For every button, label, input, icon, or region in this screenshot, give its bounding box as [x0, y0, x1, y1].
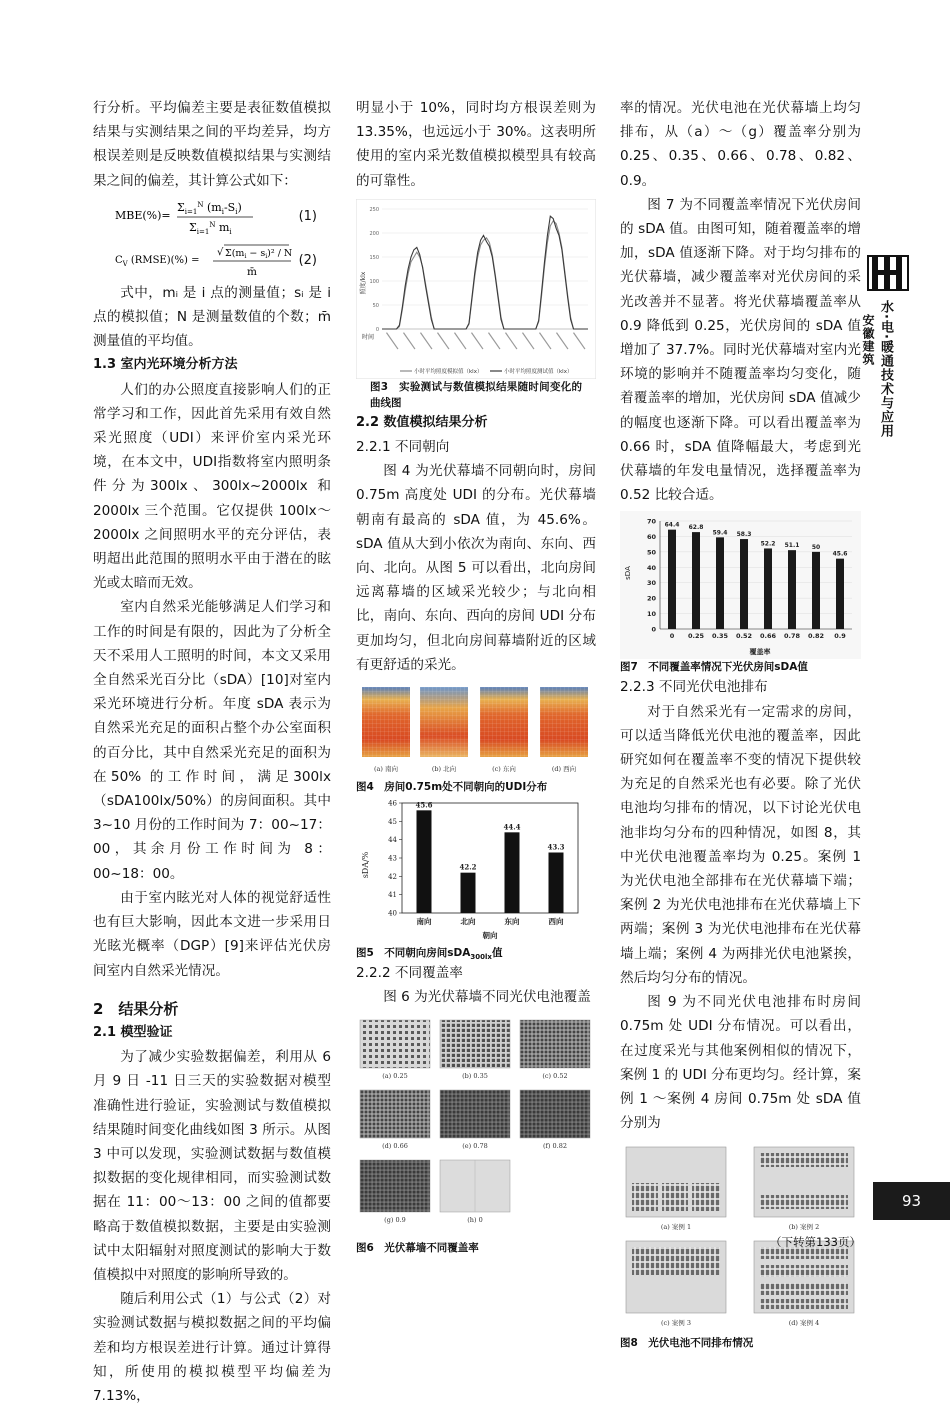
- fig3-ytick-label: 200: [369, 230, 379, 237]
- paragraph: 式中，mᵢ 是 i 点的测量值；sᵢ 是 i 点的模拟值；N 是测量数值的个数；m̄ 测量值的平均值。: [93, 284, 331, 350]
- fig6-panel-label: (h) 0: [467, 1215, 483, 1224]
- fig5-ytick-label: 41: [388, 891, 397, 900]
- formula-number: (2): [298, 252, 317, 268]
- fig5-ylabel: sDA/%: [361, 851, 370, 879]
- figure-4: [356, 683, 596, 779]
- fig6-panel-label: (a) 0.25: [382, 1071, 408, 1080]
- formula-mbe: [93, 193, 331, 237]
- fig6-panel-label: (c) 0.52: [542, 1071, 568, 1080]
- figure-caption: 图6 光伏幕墙不同覆盖率: [356, 1241, 479, 1254]
- fig7-bar-value-label: 62.8: [688, 524, 704, 532]
- fig6-coverage-panels: [356, 1018, 596, 1234]
- fig5-category-label: 南向: [416, 917, 432, 927]
- figure-3: [356, 199, 596, 379]
- figure-6: [356, 1018, 596, 1234]
- fig4-panel-label: (b) 北向: [431, 765, 457, 774]
- fig7-category-label: 0.52: [735, 632, 753, 641]
- page-number: 93: [873, 1182, 950, 1220]
- fig3-chart: [356, 199, 596, 379]
- svg-text:Σi=1N (mi-Si): $\Sigma_{i=1}^N$ $(m_i-S_i)$: [177, 200, 242, 216]
- fig7-bar: [788, 551, 796, 630]
- figure-7: [620, 511, 861, 659]
- svg-text:CV (RMSE)(%) =: $C_V$ (RMSE)(%) =: [115, 254, 200, 268]
- journal-name: 安徽建筑: [861, 314, 875, 366]
- fig7-bar: [740, 540, 748, 630]
- fig6-panel-label: (e) 0.78: [462, 1141, 488, 1150]
- fig5-ytick-label: 43: [388, 854, 397, 863]
- fig8-panel-label: (a) 案例 1: [660, 1223, 692, 1232]
- formula-mbe-graphic: [93, 193, 331, 237]
- continued-note: （下转第133页）: [770, 1235, 861, 1249]
- fig5-category-label: 西向: [548, 917, 564, 927]
- fig6-panel-label: (b) 0.35: [462, 1071, 488, 1080]
- svg-text:m̄: m̄: [247, 265, 257, 278]
- paragraph: 图 4 为光伏幕墙不同朝向时，房间 0.75m 高度处 UDI 的分布。光伏幕墙朝南有最高的 sDA 值，为 45.6%。sDA 值从大到小依次为南向、东向、西向、北向。从图 5 可以看出，北向房间远离幕墙的区域采光较少；与北向相比，南向、东向、西向的房间 UDI 分布更加均匀，但北向房间幕墙附近的区域有更舒适的采光。: [356, 463, 596, 673]
- paragraph: 行分析。平均偏差主要是表征数值模拟结果与实测结果之间的平均差异，均方根误差则是反映数值模拟结果与实测结果之间的偏差，其计算公式如下：: [93, 100, 331, 189]
- fig6-panel-label: (f) 0.82: [542, 1141, 568, 1150]
- fig7-category-label: 0.25: [687, 632, 705, 641]
- fig8-panel-label: (d) 案例 4: [788, 1319, 820, 1328]
- fig7-bar-value-label: 45.6: [832, 551, 848, 559]
- fig5-caption-tail: 值: [491, 947, 503, 960]
- column-2: [356, 96, 596, 1256]
- formula-rmse: [93, 237, 331, 281]
- paragraph: 对于自然采光有一定需求的房间，可以适当降低光伏电池的覆盖率，因此研究如何在覆盖率不变的情况下提供较为充足的自然采光也有必要。除了光伏电池均匀排布的情况，以下讨论光伏电池非均匀分布的四种情况，如图 8，其中光伏电池覆盖率均为 0.25。案例 1 为光伏电池全部排布在光伏幕墙下端；案例 2 为光伏电池排布在光伏幕墙上下两端；案例 3 为光伏电池排布在光伏幕墙上端；案例 4 为两排光伏电池紧挨，然后均匀分布的情况。: [620, 703, 861, 986]
- figure-5: [356, 795, 596, 945]
- fig4-panel-north: [420, 687, 468, 773]
- fig7-bar: [668, 530, 676, 629]
- fig8-panel-label: (b) 案例 2: [788, 1223, 820, 1232]
- fig5-bar-value-label: 45.6: [415, 800, 433, 810]
- fig5-xlabel: 朝向: [482, 931, 498, 941]
- fig3-ylabel: 照度/klx: [360, 271, 367, 295]
- fig7-bar: [812, 552, 820, 629]
- fig3-xlabel: 时间: [362, 333, 375, 341]
- subsection-heading: 2.2.3 不同光伏电池排布: [620, 679, 768, 696]
- fig8-panel-case2: [754, 1147, 854, 1231]
- fig7-category-label: 0: [669, 632, 675, 641]
- fig5-bar: [505, 832, 520, 913]
- fig7-ytick-label: 20: [646, 595, 656, 604]
- fig8-panel-case3: [626, 1241, 726, 1327]
- fig5-caption-main: 图5 不同朝向房间sDA: [356, 947, 471, 960]
- svg-text:Σ(mi − si)² / N: $\Sigma(m_i - s_i)^2 / N$: [225, 247, 293, 260]
- fig6-panel: [360, 1160, 430, 1224]
- svg-text:MBE(%)=: MBE(%)=: [115, 208, 171, 222]
- fig6-panel: [440, 1090, 510, 1150]
- fig6-panel: [360, 1090, 430, 1150]
- paragraph: 由于室内眩光对人体的视觉舒适性也有巨大影响，因此本文进一步采用日光眩光概率（DGP）[9]来评估光伏房间室内自然采光情况。: [93, 889, 331, 979]
- fig7-bar: [716, 538, 724, 630]
- fig3-ytick-label: 150: [369, 254, 379, 261]
- fig8-panel-case1: [626, 1147, 726, 1231]
- fig7-bar-value-label: 52.2: [760, 540, 776, 548]
- fig7-ytick-label: 30: [646, 579, 656, 588]
- fig4-panel-west: [540, 687, 588, 773]
- paragraph: 随后利用公式（1）与公式（2）对实验测试数据与模拟数据之间的平均偏差和均方根误差进行计算。通过计算得知，所使用的模拟模型平均偏差为 7.13%，: [93, 1291, 331, 1404]
- fig7-ytick-label: 40: [646, 564, 656, 573]
- fig5-bar-value-label: 42.2: [459, 862, 477, 872]
- figure-caption: 图7 不同覆盖率情况下光伏房间sDA值: [620, 661, 808, 674]
- fig3-legend-test: 小时平均照度测试值（klx）: [504, 368, 573, 375]
- svg-text:Σi=1N mi: $\Sigma_{i=1}^N$ $m_i$: [189, 220, 232, 236]
- fig7-bar: [692, 533, 700, 630]
- fig3-ytick-label: 50: [372, 302, 379, 309]
- fig7-chart: [620, 511, 861, 659]
- fig7-xlabel: 覆盖率: [749, 648, 771, 657]
- fig7-category-label: 0.66: [759, 632, 777, 641]
- fig5-category-label: 北向: [460, 917, 476, 927]
- fig5-ytick-label: 42: [388, 872, 397, 881]
- figure-caption: 图3 实验测试与数值模拟结果随时间变化的曲线图: [370, 380, 582, 409]
- section-heading: 2.1 模型验证: [93, 1024, 173, 1040]
- fig7-category-label: 0.78: [783, 632, 801, 641]
- fig5-bar: [461, 873, 476, 913]
- fig5-bar-value-label: 44.4: [503, 822, 521, 832]
- fig8-panel-label: (c) 案例 3: [661, 1319, 691, 1328]
- fig7-ytick-label: 0: [651, 625, 656, 634]
- fig7-ytick-label: 50: [646, 548, 656, 557]
- fig5-bar-value-label: 43.3: [547, 842, 565, 852]
- fig5-category-label: 东向: [504, 917, 520, 927]
- fig4-panel-label: (a) 南向: [373, 765, 399, 774]
- fig6-panel: [360, 1020, 430, 1080]
- paragraph: 明显小于 10%，同时均方根误差则为 13.35%，也远远小于 30%。这表明所使用的室内采光数值模拟模型具有较高的可靠性。: [356, 100, 596, 189]
- paragraph: 率的情况。光伏电池在光伏幕墙上均匀排布，从（a）～（g）覆盖率分别为 0.25、0.35、0.66、0.78、0.82、0.9。: [620, 100, 861, 189]
- formula-number: (1): [298, 208, 317, 224]
- fig8-panel-case4: [754, 1241, 854, 1327]
- fig7-bar: [836, 559, 844, 629]
- column-3: [620, 96, 861, 1351]
- fig7-bar-value-label: 50: [811, 544, 821, 552]
- paragraph: 人们的办公照度直接影响人们的正常学习和工作，因此首先采用有效自然采光照度（UDI）来评价室内采光环境，在本文中，UDI指数将室内照明条件分为300lx、300lx~2000lx 和 2000lx 三个范围。它仅提供 100lx～2000lx 之间照明水平的充分评估，表明超出此范围的照明水平由于潜在的眩光或太暗而无效。: [93, 381, 331, 592]
- fig7-category-label: 0.82: [807, 632, 825, 641]
- fig4-panel-label: (c) 东向: [492, 765, 516, 774]
- fig4-panel-east: [480, 687, 528, 773]
- section-heading: 1.3 室内光环境分析方法: [93, 357, 238, 373]
- fig6-panel: [440, 1020, 510, 1080]
- journal-section-title: 水·电·暖通技术与应用: [878, 300, 893, 438]
- fig3-legend-sim: 小时平均照度模拟值（klx）: [414, 368, 483, 375]
- fig6-panel-label: (g) 0.9: [384, 1215, 406, 1224]
- fig7-bar-value-label: 58.3: [736, 531, 752, 539]
- journal-logo-icon: [862, 250, 918, 296]
- fig4-udi-maps: [356, 683, 596, 779]
- paragraph: 室内自然采光能够满足人们学习和工作的时间是有限的，因此为了分析全天不采用人工照明的时间，本文又采用全自然采光百分比（sDA）[10]对室内采光环境进行分析。年度 sDA 表示为自然采光充足的面积占整个办公室面积的百分比，其中自然采光充足的面积为在50% 的工作时间，满足300lx（sDA100lx/50%）的房间面积。其中 3~10 月份的工作时间为 7：00~17：00，其余月份工作时间为 8：00~18：00。: [93, 599, 331, 882]
- fig7-bar-value-label: 59.4: [712, 529, 728, 537]
- fig6-panel-label: (d) 0.66: [382, 1141, 408, 1150]
- fig7-ytick-label: 70: [646, 517, 656, 526]
- fig5-bar: [417, 810, 432, 913]
- fig6-panel: [440, 1160, 510, 1224]
- fig5-ytick-label: 40: [388, 909, 397, 918]
- column-1: [93, 96, 331, 1408]
- fig7-bar-value-label: 51.1: [784, 542, 800, 550]
- fig3-ytick-label: 100: [369, 278, 379, 285]
- fig7-category-label: 0.35: [711, 632, 729, 641]
- fig5-ytick-label: 46: [388, 799, 397, 808]
- figure-caption: 图8 光伏电池不同排布情况: [620, 1337, 754, 1350]
- fig7-bar-value-label: 64.4: [664, 522, 680, 530]
- journal-sidebar: [862, 250, 918, 670]
- figure-caption: 图4 房间0.75m处不同朝向的UDI分布: [356, 781, 548, 794]
- fig7-ytick-label: 10: [646, 610, 656, 619]
- fig5-ytick-label: 45: [388, 817, 397, 826]
- chapter-heading: 2 结果分析: [93, 999, 179, 1018]
- fig3-ytick-label: 250: [369, 206, 379, 213]
- paragraph: 图 7 为不同覆盖率情况下光伏房间的 sDA 值。由图可知，随着覆盖率的增加，sDA 值逐渐下降。对于均匀排布的光伏幕墙，减少覆盖率对光伏房间的采光改善并不显著。将光伏幕墙覆盖率从 0.9 降低到 0.25，光伏房间的 sDA 值增加了 37.7%。同时光伏幕墙对室内光环境的影响并不随覆盖率均匀变化，随着覆盖率的增加，光伏房间 sDA 值减少的幅度也逐渐下降。可以看出覆盖率为 0.66 时，sDA 值降幅最大，考虑到光伏幕墙的年发电量情况，选择覆盖率为 0.52 比较合适。: [620, 196, 861, 504]
- fig5-bar: [549, 853, 564, 914]
- paragraph: 图 6 为光伏幕墙不同光伏电池覆盖: [383, 989, 591, 1006]
- fig7-ylabel: sDA: [624, 566, 632, 581]
- fig6-panel: [520, 1090, 590, 1150]
- svg-text:√: √: [217, 246, 224, 258]
- fig7-category-label: 0.9: [834, 632, 846, 641]
- fig5-ytick-label: 44: [388, 836, 397, 845]
- fig6-panel: [520, 1020, 590, 1080]
- fig7-ytick-label: 60: [646, 533, 656, 542]
- formula-rmse-graphic: [93, 237, 331, 281]
- fig4-panel-label: (d) 西向: [551, 765, 577, 774]
- fig7-bar: [764, 549, 772, 630]
- subsection-heading: 2.2.1 不同朝向: [356, 439, 450, 456]
- paragraph: 图 9 为不同光伏电池排布时房间 0.75m 处 UDI 分布情况。可以看出，在过度采光与其他案例相似的情况下，案例 1 的 UDI 分布更均匀。经计算，案例 1 ～案例 4 房间 0.75m 处 sDA 值分别为: [620, 994, 861, 1132]
- fig5-chart: [356, 795, 596, 945]
- section-heading: 2.2 数值模拟结果分析: [356, 414, 488, 430]
- fig5-caption-sub: 300lx: [470, 953, 492, 962]
- paragraph: 为了减少实验数据偏差，利用从 6 月 9 日 -11 日三天的实验数据对模型准确性进行验证，实验测试与数值模拟结果随时间变化曲线如图 3 所示。从图 3 中可以发现，实验测试数据与数值模拟数据的变化规律相同，而实验测试数据在 11：00～13：00 之间的值都要略高于数值模拟数据，主要是由实验测试中太阳辐射对照度测试的影响大于数值模拟中对照度的影响所导致的。: [93, 1049, 331, 1283]
- subsection-heading: 2.2.2 不同覆盖率: [356, 965, 463, 982]
- fig3-ytick-label: 0: [375, 326, 379, 333]
- fig4-panel-south: [362, 687, 410, 773]
